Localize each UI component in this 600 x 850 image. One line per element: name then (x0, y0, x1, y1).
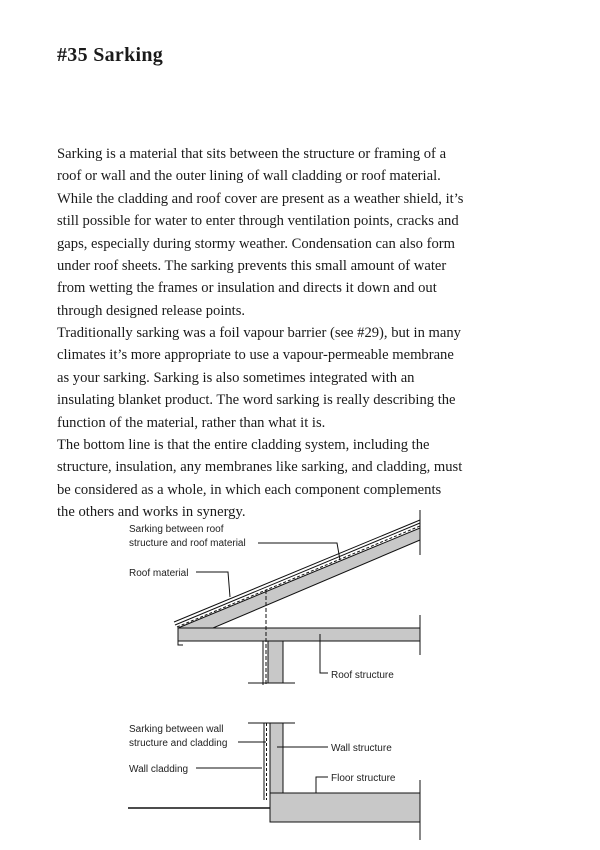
text-line: under roof sheets. The sarking prevents this small amount of water (57, 258, 447, 275)
text-line: gaps, especially during stormy weather. Condensation can also form (57, 235, 455, 252)
text-line: the others and works in synergy. (57, 504, 246, 521)
text-line: be considered as a whole, in which each component complements (57, 481, 442, 498)
wall-sarking-label-1: Sarking between wall (129, 724, 224, 735)
text-line: still possible for water to enter through ventilation points, cracks and (57, 213, 459, 230)
text-line: from wetting the frames or insulation and directs it down and out (57, 280, 437, 297)
text-line: Traditionally sarking was a foil vapour barrier (see #29), but in many (57, 325, 461, 341)
roof-material-label: Roof material (129, 568, 189, 579)
wall-cladding-label: Wall cladding (129, 764, 189, 775)
page-title: #35 Sarking (57, 44, 164, 66)
wall-structure (270, 723, 283, 793)
roof-sarking-label-2: structure and roof material (129, 538, 246, 549)
wall-structure-label: Wall structure (331, 743, 392, 754)
text-line: roof or wall and the outer lining of wall cladding or roof material. (57, 168, 441, 185)
floor-structure-label: Floor structure (331, 773, 396, 784)
ceiling-joist (178, 628, 420, 641)
text-line: function of the material, rather than what it is. (57, 414, 326, 431)
text-line: structure, insulation, any membranes like sarking, and cladding, must (57, 459, 463, 476)
wall-sarking-label-2: structure and cladding (129, 738, 228, 749)
floor-slab (270, 793, 420, 822)
text-line: as your sarking. Sarking is also sometimes integrated with an (57, 369, 415, 386)
text-line: The bottom line is that the entire cladding system, including the (57, 437, 430, 453)
roof-structure-label: Roof structure (331, 670, 394, 681)
text-line: insulating blanket product. The word sarking is really describing the (57, 392, 456, 409)
text-line: climates it’s more appropriate to use a vapour-permeable membrane (57, 347, 454, 364)
wall-stud (268, 641, 283, 683)
text-line: Sarking is a material that sits between the structure or framing of a (57, 146, 447, 162)
text-line: While the cladding and roof cover are present as a weather shield, it’s (57, 190, 464, 207)
roof-sarking-label-1: Sarking between roof (129, 524, 224, 535)
text-line: through designed release points. (57, 302, 246, 319)
